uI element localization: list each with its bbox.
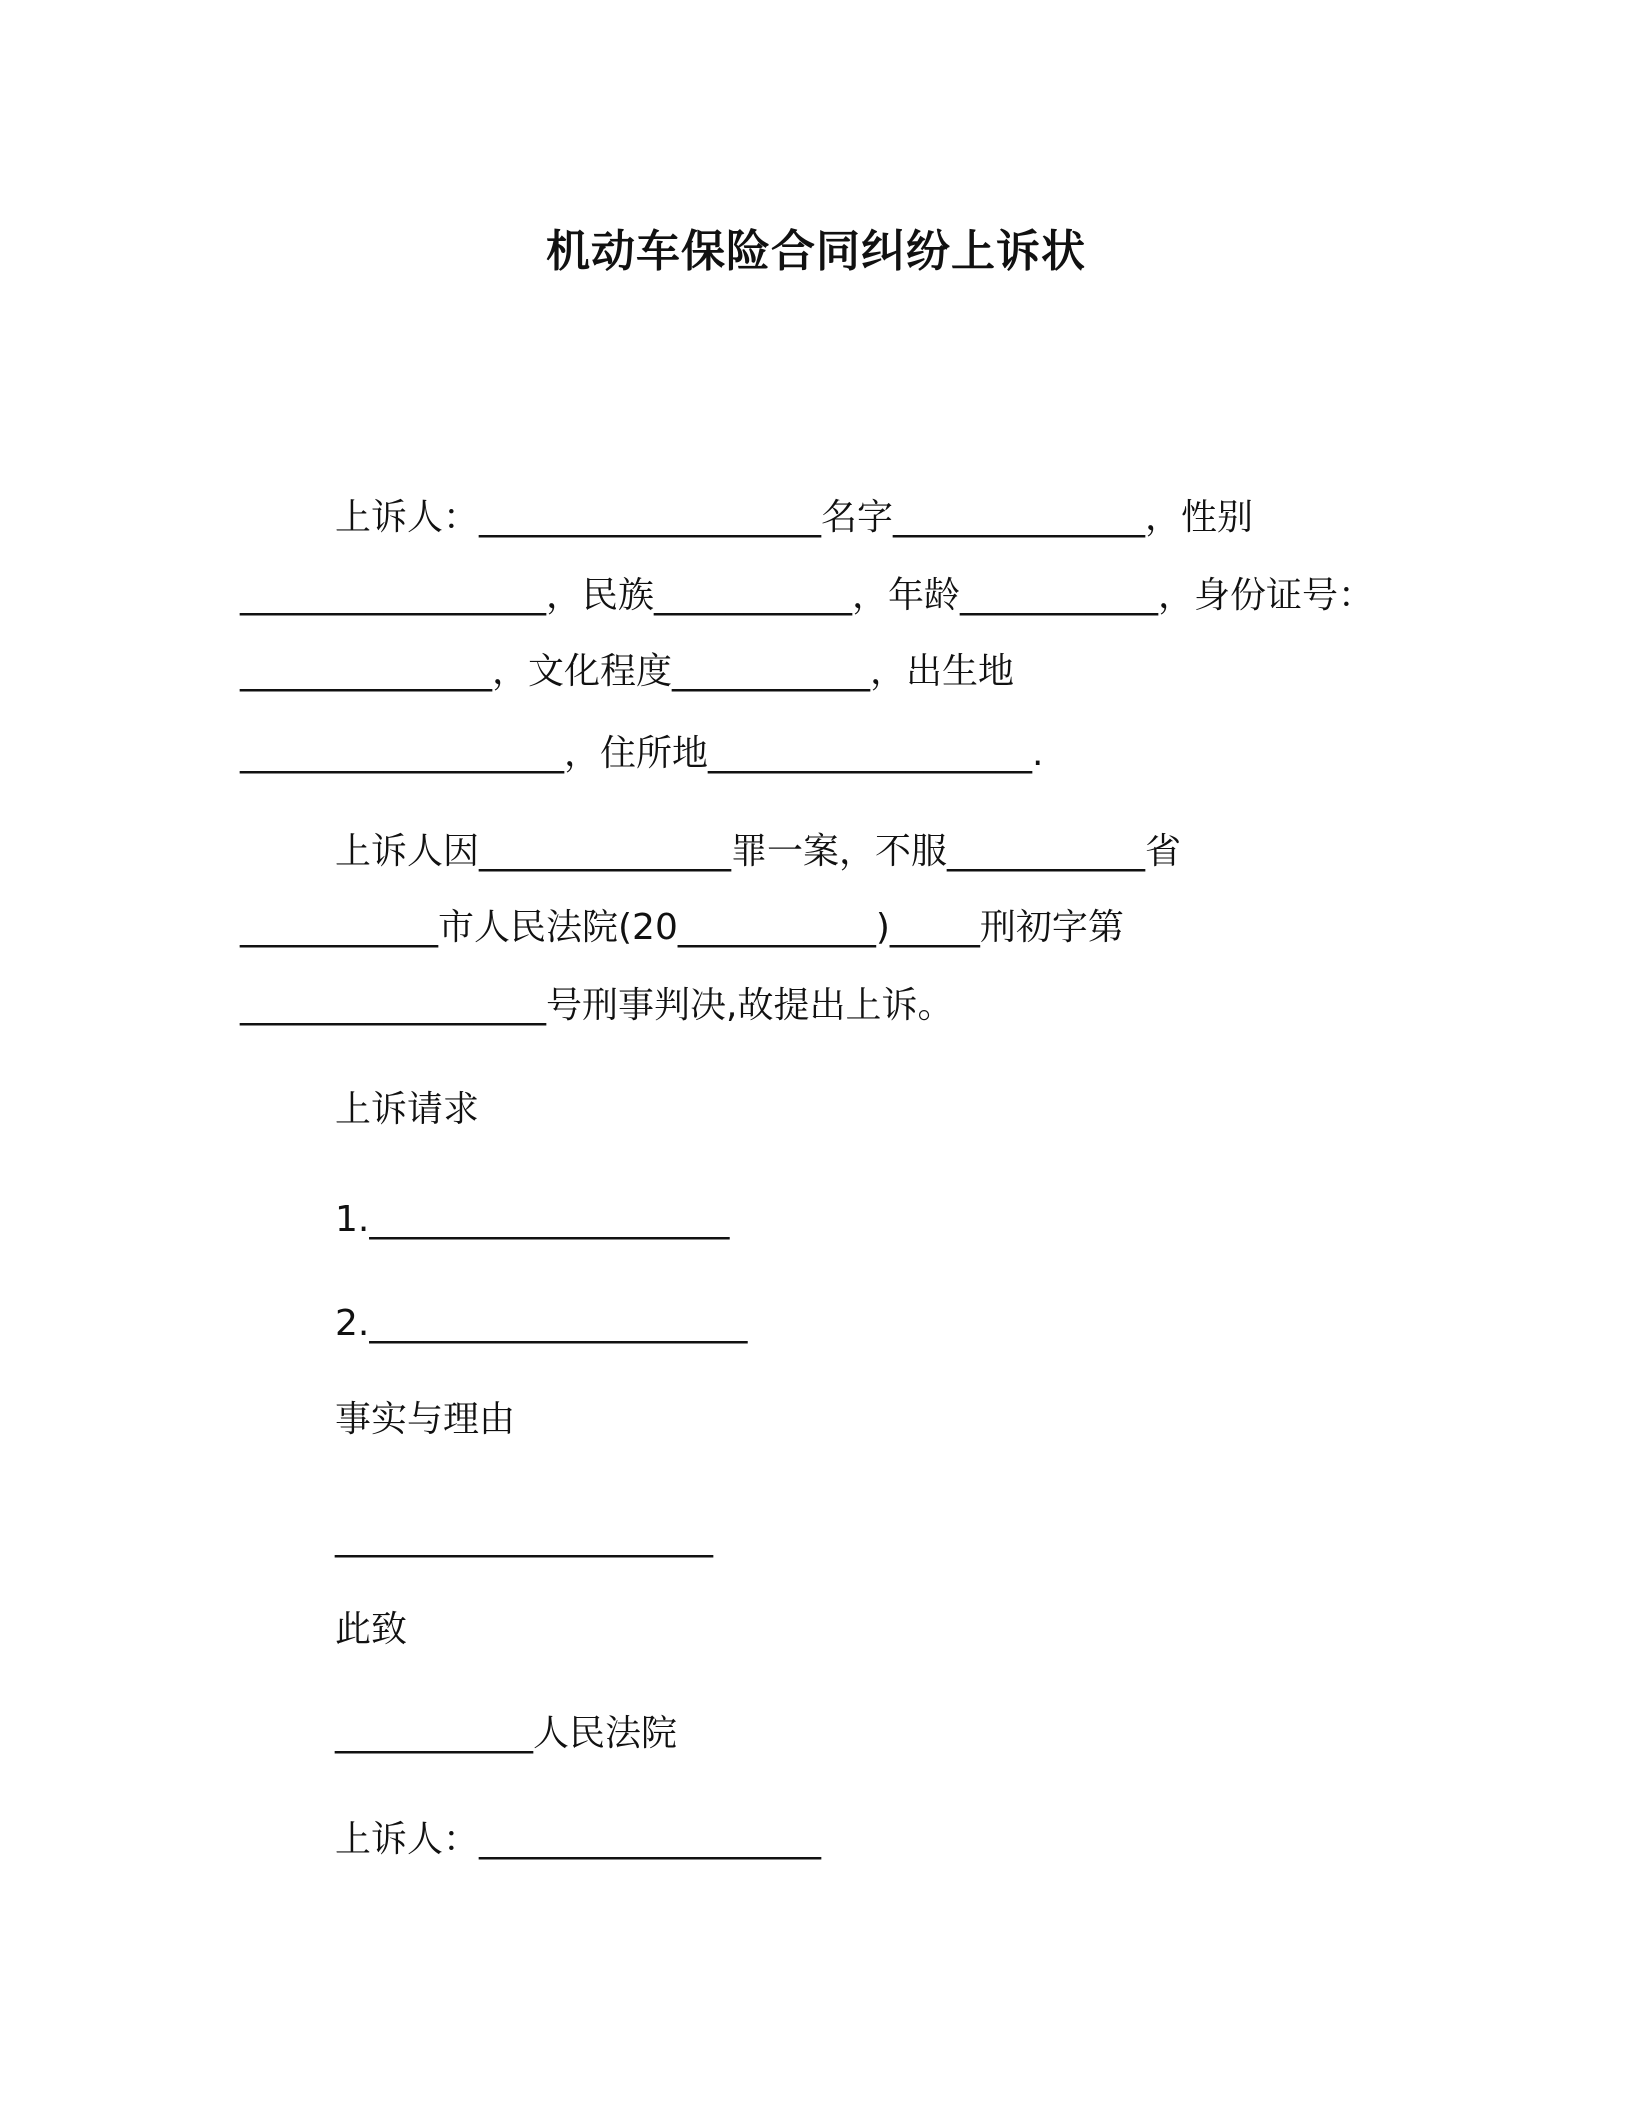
signature-line: 上诉人：___________________ <box>335 1819 822 1860</box>
case-line-3: _________________号刑事判决,故提出上诉。 <box>240 985 954 1026</box>
appellant-line-1: 上诉人：___________________名字______________，性别 <box>335 497 1254 538</box>
facts-blank-line: _____________________ <box>335 1517 713 1558</box>
appeal-request-item-1: 1.____________________ <box>335 1199 730 1240</box>
facts-heading: 事实与理由 <box>335 1399 516 1440</box>
appellant-line-3: ______________，文化程度___________，出生地 <box>240 651 1015 692</box>
court-line: ___________人民法院 <box>335 1713 678 1754</box>
case-line-1: 上诉人因______________罪一案，不服___________省 <box>335 831 1182 872</box>
document-title: 机动车保险合同纠纷上诉状 <box>546 226 1086 277</box>
appeal-requests-heading: 上诉请求 <box>335 1089 480 1130</box>
case-line-2: ___________市人民法院(20___________)_____刑初字第 <box>240 907 1124 948</box>
appellant-line-2: _________________，民族___________，年龄___________，身份证号： <box>240 575 1375 616</box>
appellant-line-4: __________________，住所地__________________. <box>240 733 1044 774</box>
appeal-request-item-2: 2._____________________ <box>335 1303 748 1344</box>
salutation: 此致 <box>335 1609 408 1650</box>
